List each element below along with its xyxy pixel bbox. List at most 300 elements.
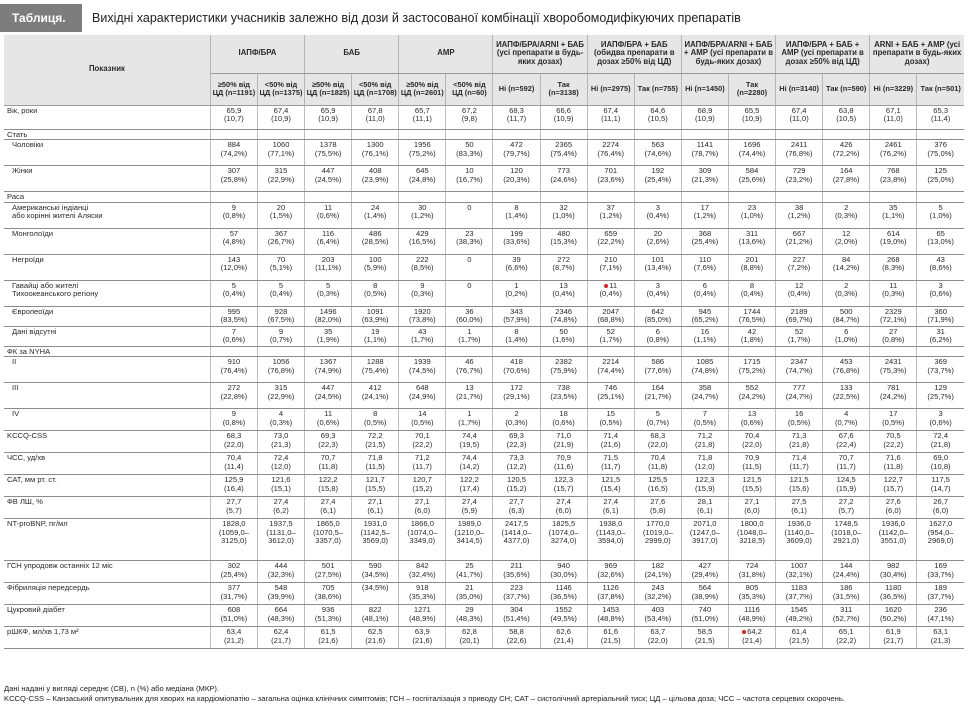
table-cell xyxy=(446,431,493,453)
table-cell xyxy=(493,280,540,306)
table-cell xyxy=(587,280,634,306)
table-cell xyxy=(210,326,257,346)
table-cell xyxy=(257,202,304,228)
table-cell xyxy=(540,166,587,192)
cell-value: 46 (76,7%) xyxy=(456,357,483,375)
table-cell xyxy=(870,605,917,627)
table-cell xyxy=(776,105,823,129)
table-cell xyxy=(257,409,304,431)
cell-value: 164 (27,8%) xyxy=(832,166,860,184)
cell-value: 1931,0 (1142,5– 3569,0) xyxy=(360,519,390,545)
table-row xyxy=(4,326,964,346)
cell-value: 590 (34,5%) xyxy=(361,561,389,579)
table-cell xyxy=(446,254,493,280)
cell-value: 501 (27,5%) xyxy=(314,561,342,579)
table-cell xyxy=(446,326,493,346)
table-cell xyxy=(634,475,681,497)
table-cell xyxy=(352,280,399,306)
cell-value: 412 (24,1%) xyxy=(361,383,389,401)
table-cell xyxy=(540,254,587,280)
cell-value: 1 (1,7%) xyxy=(458,326,481,344)
table-cell xyxy=(210,346,257,357)
table-notes xyxy=(4,684,964,704)
table-cell xyxy=(681,497,728,519)
cell-value: 27,1 (6,0) xyxy=(744,497,760,515)
table-cell xyxy=(587,228,634,254)
table-cell xyxy=(352,409,399,431)
row-label: Монголоїди xyxy=(4,228,210,254)
table-badge: Таблиця. xyxy=(0,4,82,32)
cell-value: 70,9 (11,5) xyxy=(742,453,762,471)
table-cell xyxy=(870,105,917,129)
table-cell xyxy=(728,627,775,649)
table-cell xyxy=(210,431,257,453)
table-cell xyxy=(681,166,728,192)
table-cell xyxy=(587,561,634,583)
cell-value: 64,6 (10,5) xyxy=(647,105,668,123)
table-cell xyxy=(210,228,257,254)
table-cell xyxy=(870,346,917,357)
cell-value: 5 (0,4%) xyxy=(222,280,246,298)
cell-value: 1 (0,2%) xyxy=(505,280,528,298)
cell-value: 642 (85,0%) xyxy=(644,306,672,324)
table-cell xyxy=(776,583,823,605)
cell-value: 71,4 (11,7) xyxy=(789,453,809,471)
cell-value: 1828,0 (1059,0– 3125,0) xyxy=(218,519,249,545)
column-subheader: ≥50% від ЦД (n=1191) xyxy=(210,73,257,105)
table-cell xyxy=(210,280,257,306)
table-cell xyxy=(728,346,775,357)
table-cell xyxy=(305,409,352,431)
cell-value: 61,4 (21,5) xyxy=(789,627,810,645)
table-row xyxy=(4,254,964,280)
cell-value: 13 (21,7%) xyxy=(456,383,483,401)
table-cell xyxy=(493,475,540,497)
table-cell xyxy=(681,409,728,431)
table-row xyxy=(4,202,964,228)
table-cell xyxy=(493,192,540,203)
cell-value: 444 (32,3%) xyxy=(267,561,295,579)
table-row xyxy=(4,475,964,497)
table-cell xyxy=(446,561,493,583)
group-header: ИАПФ/БРА + БАБ (обидва препарати в дозах ≥50% від ЦД) xyxy=(587,35,681,73)
table-cell xyxy=(823,497,870,519)
table-cell xyxy=(257,346,304,357)
cell-value: 377 (31,7%) xyxy=(220,583,248,601)
table-cell xyxy=(257,228,304,254)
table-container xyxy=(4,35,964,649)
cell-value: 17 (1,2%) xyxy=(693,202,717,220)
cell-value: 61,9 (21,7) xyxy=(883,627,904,645)
table-cell xyxy=(823,383,870,409)
table-cell xyxy=(446,605,493,627)
table-cell xyxy=(210,357,257,383)
cell-value: 125 (25,0%) xyxy=(927,166,954,184)
table-cell xyxy=(493,228,540,254)
cell-value: 62,6 (21,4) xyxy=(553,627,574,645)
column-subheader: Так (n=3138) xyxy=(540,73,587,105)
table-cell xyxy=(446,192,493,203)
cell-value: 70,4 (11,4) xyxy=(224,453,244,471)
cell-value: 268 (8,3%) xyxy=(882,254,905,272)
cell-value: 121,6 (15,1) xyxy=(271,475,291,493)
cell-value: 61,5 (21,6) xyxy=(318,627,339,645)
cell-value: 67,4 (10,9) xyxy=(271,105,291,123)
table-cell xyxy=(493,254,540,280)
table-cell xyxy=(352,583,399,605)
table-cell xyxy=(540,357,587,383)
row-label: ІІІ xyxy=(4,383,210,409)
cell-value: 918 (35,3%) xyxy=(409,583,436,601)
cell-value: 564 (38,9%) xyxy=(691,583,719,601)
table-cell xyxy=(210,561,257,583)
table-cell xyxy=(446,140,493,166)
cell-value: 1116 (48,9%) xyxy=(738,605,766,623)
table-cell xyxy=(257,561,304,583)
table-cell xyxy=(917,280,964,306)
table-cell xyxy=(917,129,964,140)
table-cell xyxy=(870,453,917,475)
table-cell xyxy=(776,431,823,453)
column-subheader: Так (n=2280) xyxy=(728,73,775,105)
cell-value: 13 (0,6%) xyxy=(740,409,764,427)
table-row xyxy=(4,431,964,453)
table-cell xyxy=(917,519,964,561)
table-cell xyxy=(399,326,446,346)
cell-value: 3 (0,4%) xyxy=(646,202,669,220)
cell-value: 27,4 (6,2) xyxy=(273,497,289,515)
cell-value: 2347 (74,7%) xyxy=(785,357,813,375)
cell-value: 1496 (82,0%) xyxy=(314,306,342,324)
cell-value: 18 (0,6%) xyxy=(552,409,575,427)
cell-value: 586 (77,6%) xyxy=(644,357,672,375)
table-row xyxy=(4,192,964,203)
cell-value: 552 (24,2%) xyxy=(738,383,766,401)
table-cell xyxy=(823,166,870,192)
table-cell xyxy=(728,105,775,129)
table-cell xyxy=(917,627,964,649)
cell-value: 701 (23,6%) xyxy=(597,166,625,184)
table-cell xyxy=(540,383,587,409)
table-cell xyxy=(823,326,870,346)
table-cell xyxy=(352,166,399,192)
table-cell xyxy=(352,561,399,583)
table-cell xyxy=(634,166,681,192)
table-cell xyxy=(493,306,540,326)
table-cell xyxy=(540,228,587,254)
cell-value: 1620 (50,2%) xyxy=(879,605,907,623)
cell-value: 9 (0,8%) xyxy=(222,202,246,220)
table-cell xyxy=(728,326,775,346)
row-label: Жінки xyxy=(4,166,210,192)
table-cell xyxy=(681,326,728,346)
cell-value: 5 (0,4%) xyxy=(269,280,293,298)
row-label: САТ, мм рт. ст. xyxy=(4,475,210,497)
table-cell xyxy=(540,453,587,475)
cell-value: 32 (1,0%) xyxy=(552,202,575,220)
cell-value: 724 (31,8%) xyxy=(738,561,766,579)
cell-value: 15 (0,5%) xyxy=(599,409,622,427)
table-cell xyxy=(493,105,540,129)
row-label: ФК за NYHA xyxy=(4,346,210,357)
cell-value: 369 (73,7%) xyxy=(927,357,954,375)
table-cell xyxy=(728,357,775,383)
cell-value: 52 (1,7%) xyxy=(599,326,622,344)
table-cell xyxy=(681,140,728,166)
cell-value: 71,2 (11,7) xyxy=(412,453,432,471)
cell-value: 2047 (68,8%) xyxy=(597,306,625,324)
cell-value: 26,7 (6,0) xyxy=(932,497,949,515)
cell-value: 71,3 (21,8) xyxy=(789,431,810,449)
cell-value: 68,3 (11,7) xyxy=(506,105,527,123)
cell-value: 68,9 (10,9) xyxy=(694,105,715,123)
table-cell xyxy=(540,306,587,326)
cell-value: 27,7 (6,3) xyxy=(508,497,525,515)
table-cell xyxy=(870,228,917,254)
table-cell xyxy=(634,583,681,605)
table-cell xyxy=(681,105,728,129)
cell-value: 315 (22,9%) xyxy=(267,383,295,401)
table-cell xyxy=(399,228,446,254)
cell-value: 65,9 (10,7) xyxy=(224,105,244,123)
table-cell xyxy=(305,605,352,627)
cell-value: 27,1 (6,0) xyxy=(414,497,431,515)
table-cell xyxy=(917,254,964,280)
table-cell xyxy=(352,140,399,166)
cell-value: 70 (5,1%) xyxy=(269,254,293,272)
cell-value: 3 (0,6%) xyxy=(929,280,952,298)
table-cell xyxy=(352,254,399,280)
cell-value: 36 (60,0%) xyxy=(456,306,483,324)
cell-value: 2 (0,3%) xyxy=(505,409,528,427)
cell-value: 1091 (63,9%) xyxy=(361,306,389,324)
table-cell xyxy=(587,497,634,519)
table-cell xyxy=(352,202,399,228)
cell-value: 563 (74,6%) xyxy=(644,140,672,158)
table-row xyxy=(4,166,964,192)
table-cell xyxy=(352,192,399,203)
cell-value: 426 (72,2%) xyxy=(832,140,860,158)
cell-value: 1939 (74,5%) xyxy=(409,357,436,375)
cell-value: 1183 (37,7%) xyxy=(785,583,813,601)
cell-value: 9 (0,3%) xyxy=(411,280,434,298)
table-cell xyxy=(305,583,352,605)
cell-value: 2365 (75,4%) xyxy=(550,140,577,158)
table-cell xyxy=(257,166,304,192)
table-cell xyxy=(587,166,634,192)
table-cell xyxy=(870,326,917,346)
cell-value: 72,2 (21,5) xyxy=(365,431,386,449)
table-cell xyxy=(587,346,634,357)
table-cell xyxy=(728,228,775,254)
table-row xyxy=(4,453,964,475)
cell-value: 8 (0,5%) xyxy=(364,280,387,298)
table-row xyxy=(4,228,964,254)
cell-value: 117,5 (14,7) xyxy=(930,475,951,493)
table-cell xyxy=(540,192,587,203)
table-row xyxy=(4,497,964,519)
cell-value: 70,5 (22,2) xyxy=(883,431,904,449)
table-cell xyxy=(210,519,257,561)
table-cell xyxy=(681,583,728,605)
table-cell xyxy=(399,129,446,140)
cell-value: 27,4 (5,9) xyxy=(461,497,478,515)
table-cell xyxy=(493,497,540,519)
cell-value: 2461 (76,2%) xyxy=(879,140,907,158)
table-cell xyxy=(776,306,823,326)
table-cell xyxy=(728,254,775,280)
cell-value: 311 (13,6%) xyxy=(738,228,766,246)
column-subheader: Ні (n=2975) xyxy=(587,73,634,105)
table-cell xyxy=(446,228,493,254)
cell-value: 27,7 (5,7) xyxy=(226,497,242,515)
cell-value: 50 (1,6%) xyxy=(552,326,575,344)
table-cell xyxy=(493,326,540,346)
cell-value: 6 (1,0%) xyxy=(835,326,858,344)
table-cell xyxy=(257,475,304,497)
table-cell xyxy=(776,346,823,357)
table-cell xyxy=(210,105,257,129)
table-cell xyxy=(305,475,352,497)
table-cell xyxy=(681,129,728,140)
table-cell xyxy=(446,129,493,140)
table-cell xyxy=(634,140,681,166)
table-cell xyxy=(305,326,352,346)
cell-value: 945 (65,2%) xyxy=(691,306,719,324)
table-cell xyxy=(540,346,587,357)
cell-value: 72,4 (21,8) xyxy=(930,431,951,449)
cell-value: 73,0 (21,3) xyxy=(271,431,291,449)
group-header: ИАПФ/БРА/ARNI + БАБ + АМР (усі препарати в будь-яких дозах) xyxy=(681,35,775,73)
cell-value: 8 (1,4%) xyxy=(505,202,528,220)
cell-value: 1748,5 (1018,0– 2921,0) xyxy=(831,519,862,545)
table-cell xyxy=(587,357,634,383)
table-cell xyxy=(634,453,681,475)
cell-value: 74,4 (19,5) xyxy=(459,431,480,449)
table-cell xyxy=(305,453,352,475)
table-cell xyxy=(446,497,493,519)
table-cell xyxy=(728,583,775,605)
table-cell xyxy=(728,561,775,583)
cell-value: 27 (0,8%) xyxy=(882,326,905,344)
table-cell xyxy=(776,254,823,280)
cell-value: 304 (51,4%) xyxy=(503,605,530,623)
table-cell xyxy=(870,627,917,649)
table-cell xyxy=(917,105,964,129)
cell-value: 272 (8,7%) xyxy=(552,254,575,272)
table-cell xyxy=(587,105,634,129)
cell-value: 2346 (74,8%) xyxy=(550,306,577,324)
cell-value: 5 (1,0%) xyxy=(929,202,952,220)
cell-value: 129 (25,7%) xyxy=(927,383,954,401)
cell-value: 67,6 (22,4) xyxy=(836,431,857,449)
table-cell xyxy=(823,140,870,166)
table-cell xyxy=(540,409,587,431)
cell-value: 2431 (75,3%) xyxy=(879,357,907,375)
cell-value: 69,3 (22,3) xyxy=(506,431,527,449)
table-cell xyxy=(493,605,540,627)
cell-value: 1800,0 (1048,0– 3218,5) xyxy=(737,519,767,545)
table-cell xyxy=(917,140,964,166)
cell-value: 64,2 (21,4) xyxy=(742,627,762,645)
table-cell xyxy=(257,383,304,409)
cell-value: 1453 (48,8%) xyxy=(597,605,625,623)
table-cell xyxy=(728,519,775,561)
cell-value: 608 (51,0%) xyxy=(220,605,248,623)
table-cell xyxy=(917,475,964,497)
cell-value: 61,6 (21,5) xyxy=(600,627,621,645)
table-cell xyxy=(305,192,352,203)
cell-value: 71,8 (12,0) xyxy=(694,453,715,471)
table-cell xyxy=(776,326,823,346)
cell-value: 27,4 (6,0) xyxy=(555,497,572,515)
table-cell xyxy=(823,409,870,431)
table-cell xyxy=(917,166,964,192)
table-cell xyxy=(257,280,304,306)
cell-value: 2274 (76,4%) xyxy=(597,140,625,158)
table-cell xyxy=(493,129,540,140)
cell-value: 1715 (75,2%) xyxy=(738,357,766,375)
table-cell xyxy=(776,497,823,519)
cell-value: 11 (0,3%) xyxy=(882,280,905,298)
table-cell xyxy=(399,306,446,326)
cell-value: 729 (23,2%) xyxy=(785,166,813,184)
cell-value: 63,4 (21,2) xyxy=(224,627,244,645)
cell-value: 447 (24,5%) xyxy=(314,383,342,401)
table-cell xyxy=(823,202,870,228)
cell-value: 403 (53,4%) xyxy=(644,605,672,623)
cell-value: 70,9 (11,6) xyxy=(553,453,574,471)
cell-value: 0 xyxy=(467,254,472,264)
cell-value: 30 (1,2%) xyxy=(411,202,434,220)
table-cell xyxy=(446,519,493,561)
cell-value: 125,5 (16,5) xyxy=(647,475,668,493)
row-label: ГСН упродовж останніх 12 міс xyxy=(4,561,210,583)
cell-value: 27,4 (6,1) xyxy=(602,497,619,515)
cell-value: 2 (0,3%) xyxy=(835,280,858,298)
table-cell xyxy=(352,357,399,383)
cell-value: 1126 (37,8%) xyxy=(597,583,625,601)
cell-value: 368 (25,4%) xyxy=(691,228,719,246)
table-cell xyxy=(681,475,728,497)
cell-value: 358 (24,7%) xyxy=(691,383,719,401)
table-cell xyxy=(634,627,681,649)
cell-value: 222 (8,5%) xyxy=(411,254,434,272)
table-cell xyxy=(305,166,352,192)
cell-value: 27,4 (6,1) xyxy=(320,497,336,515)
table-cell xyxy=(870,192,917,203)
cell-value: 227 (7,2%) xyxy=(787,254,811,272)
cell-value: 68,3 (22,0) xyxy=(224,431,244,449)
table-cell xyxy=(634,346,681,357)
cell-value: 768 (23,8%) xyxy=(879,166,907,184)
cell-value: 884 (74,2%) xyxy=(220,140,248,158)
group-header: АМР xyxy=(399,35,493,73)
cell-value: 309 (21,3%) xyxy=(691,166,719,184)
table-cell xyxy=(493,409,540,431)
cell-value: 63,1 (21,3) xyxy=(930,627,951,645)
table-cell xyxy=(257,431,304,453)
cell-value: 1956 (75,2%) xyxy=(409,140,436,158)
table-cell xyxy=(823,605,870,627)
table-cell xyxy=(587,583,634,605)
cell-value: 447 (24,5%) xyxy=(314,166,342,184)
cell-value: 223 (37,7%) xyxy=(503,583,530,601)
cell-value: 17 (0,5%) xyxy=(882,409,905,427)
column-subheader: <50% від ЦД (n=60) xyxy=(446,73,493,105)
table-cell xyxy=(540,519,587,561)
table-cell xyxy=(776,228,823,254)
